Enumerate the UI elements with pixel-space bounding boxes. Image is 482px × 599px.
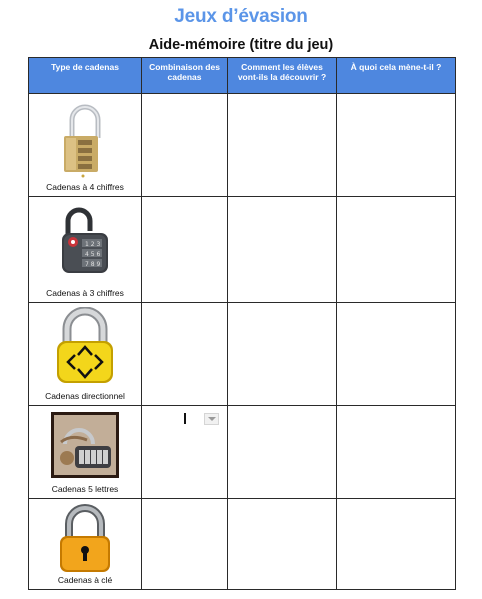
lock-label: Cadenas 5 lettres — [51, 484, 119, 494]
padlock-4-digit-icon — [50, 100, 120, 178]
combination-input[interactable] — [182, 413, 242, 427]
padlock-3-digit-icon — [54, 205, 116, 277]
lock-type-cell — [29, 303, 142, 406]
leads-to-cell[interactable] — [337, 94, 456, 197]
combination-cell[interactable] — [142, 303, 228, 406]
discovery-cell[interactable] — [228, 499, 337, 590]
page-subtitle: Aide-mémoire (titre du jeu) — [148, 37, 334, 53]
lock-label: Cadenas à clé — [57, 575, 113, 585]
header-combination: Combinaison des cadenas — [142, 58, 228, 94]
discovery-cell[interactable] — [228, 303, 337, 406]
table-row — [29, 197, 456, 303]
text-caret — [184, 413, 186, 424]
lock-label: Cadenas à 3 chiffres — [46, 288, 124, 298]
directional-lock-icon — [53, 307, 117, 387]
leads-to-cell[interactable] — [337, 197, 456, 303]
chevron-down-icon[interactable] — [204, 413, 219, 425]
leads-to-cell[interactable] — [337, 406, 456, 499]
svg-text:7 8 9: 7 8 9 — [85, 261, 101, 268]
lock-type-cell — [29, 499, 142, 590]
svg-text:1 2 3: 1 2 3 — [85, 241, 101, 248]
combination-cell[interactable] — [142, 197, 228, 303]
svg-text:4 5 6: 4 5 6 — [85, 251, 101, 258]
page-title: Jeux d’évasion — [174, 6, 308, 27]
combination-cell[interactable] — [142, 499, 228, 590]
header-leads-to: À quoi cela mène-t-il ? — [337, 58, 456, 94]
discovery-cell[interactable] — [228, 94, 337, 197]
table-row — [29, 303, 456, 406]
header-discovery: Comment les élèves vont-ils la découvrir ? — [228, 58, 337, 94]
leads-to-cell[interactable] — [337, 499, 456, 590]
lock-type-cell — [29, 197, 142, 303]
table-row — [29, 94, 456, 197]
discovery-cell[interactable] — [228, 406, 337, 499]
memo-table — [28, 57, 456, 590]
lock-type-cell — [29, 406, 142, 499]
lock-type-cell — [29, 94, 142, 197]
combination-cell[interactable] — [142, 406, 228, 499]
lock-label: Cadenas directionnel — [45, 391, 125, 401]
table-header-row — [29, 58, 456, 94]
header-lock-type: Type de cadenas — [29, 58, 142, 94]
key-lock-icon — [57, 504, 113, 574]
table-row — [29, 499, 456, 590]
leads-to-cell[interactable] — [337, 303, 456, 406]
combination-cell[interactable] — [142, 94, 228, 197]
table-row — [29, 406, 456, 499]
discovery-cell[interactable] — [228, 197, 337, 303]
lock-label: Cadenas à 4 chiffres — [46, 182, 124, 192]
letter-lock-icon — [51, 412, 119, 478]
